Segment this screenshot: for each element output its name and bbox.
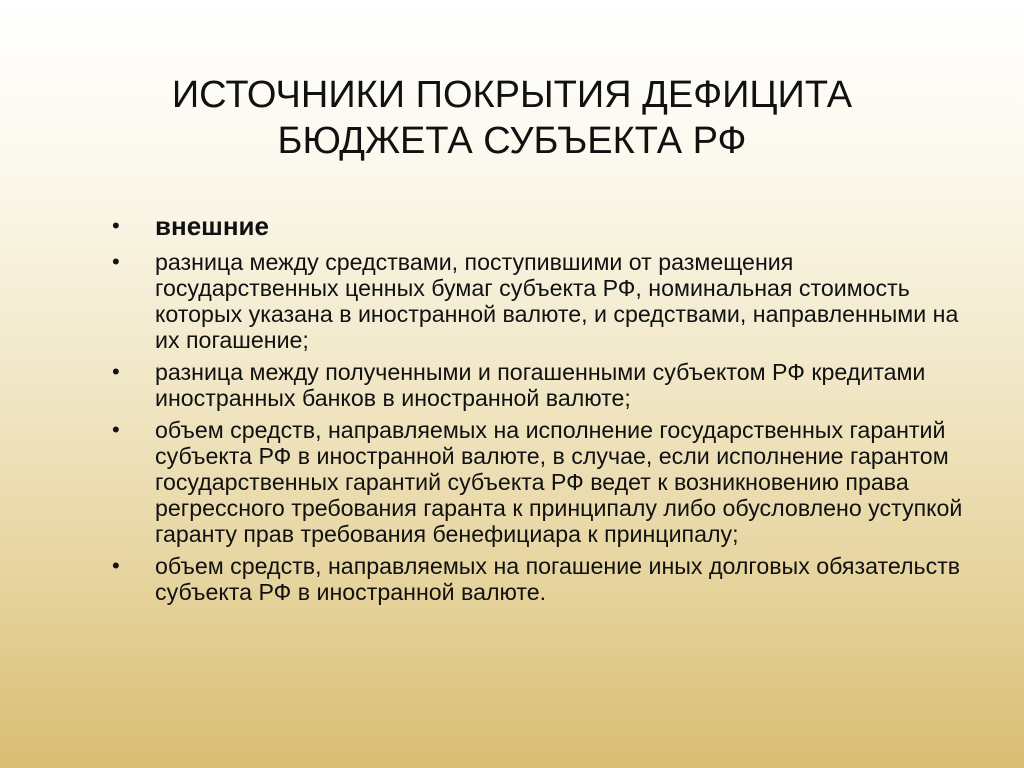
bullet-icon: • bbox=[112, 553, 120, 578]
list-item-other-debt-obligations bbox=[112, 553, 982, 605]
bullet-icon: • bbox=[112, 417, 120, 442]
list-item-text: разница между средствами, поступившими от размещения государственных ценных бумаг субъекта РФ, номинальная стоимость которых указана в иностранной валюте, и средствами, направленными на их погашение; bbox=[155, 249, 959, 353]
list-item-external bbox=[112, 209, 982, 243]
list-item-heading: внешние bbox=[155, 211, 269, 241]
list-item-text: объем средств, направляемых на погашение иных долговых обязательств субъекта РФ в иностранной валюте. bbox=[155, 553, 961, 605]
bullet-icon: • bbox=[112, 213, 120, 238]
bullet-list bbox=[112, 209, 982, 611]
list-item-text: объем средств, направляемых на исполнение государственных гарантий субъекта РФ в иностранной валюте, в случае, если исполнение гарантом государственных гарантий субъекта РФ ведет к возникновению права регрессного требования гаранта к принципалу либо обусловлено уступкой гаранту прав требования бенефициара к принципалу; bbox=[155, 417, 963, 547]
list-item-foreign-bank-credits bbox=[112, 359, 982, 411]
slide-title-line-2: БЮДЖЕТА СУБЪЕКТА РФ bbox=[277, 120, 747, 162]
bullet-icon: • bbox=[112, 249, 120, 274]
list-item-state-guarantees bbox=[112, 417, 982, 547]
list-item-text: разница между полученными и погашенными субъектом РФ кредитами иностранных банков в иностранной валюте; bbox=[155, 359, 926, 411]
slide-title bbox=[60, 72, 964, 164]
list-item-securities-difference bbox=[112, 249, 982, 353]
slide-title-line-1: ИСТОЧНИКИ ПОКРЫТИЯ ДЕФИЦИТА bbox=[171, 74, 853, 116]
bullet-icon: • bbox=[112, 359, 120, 384]
